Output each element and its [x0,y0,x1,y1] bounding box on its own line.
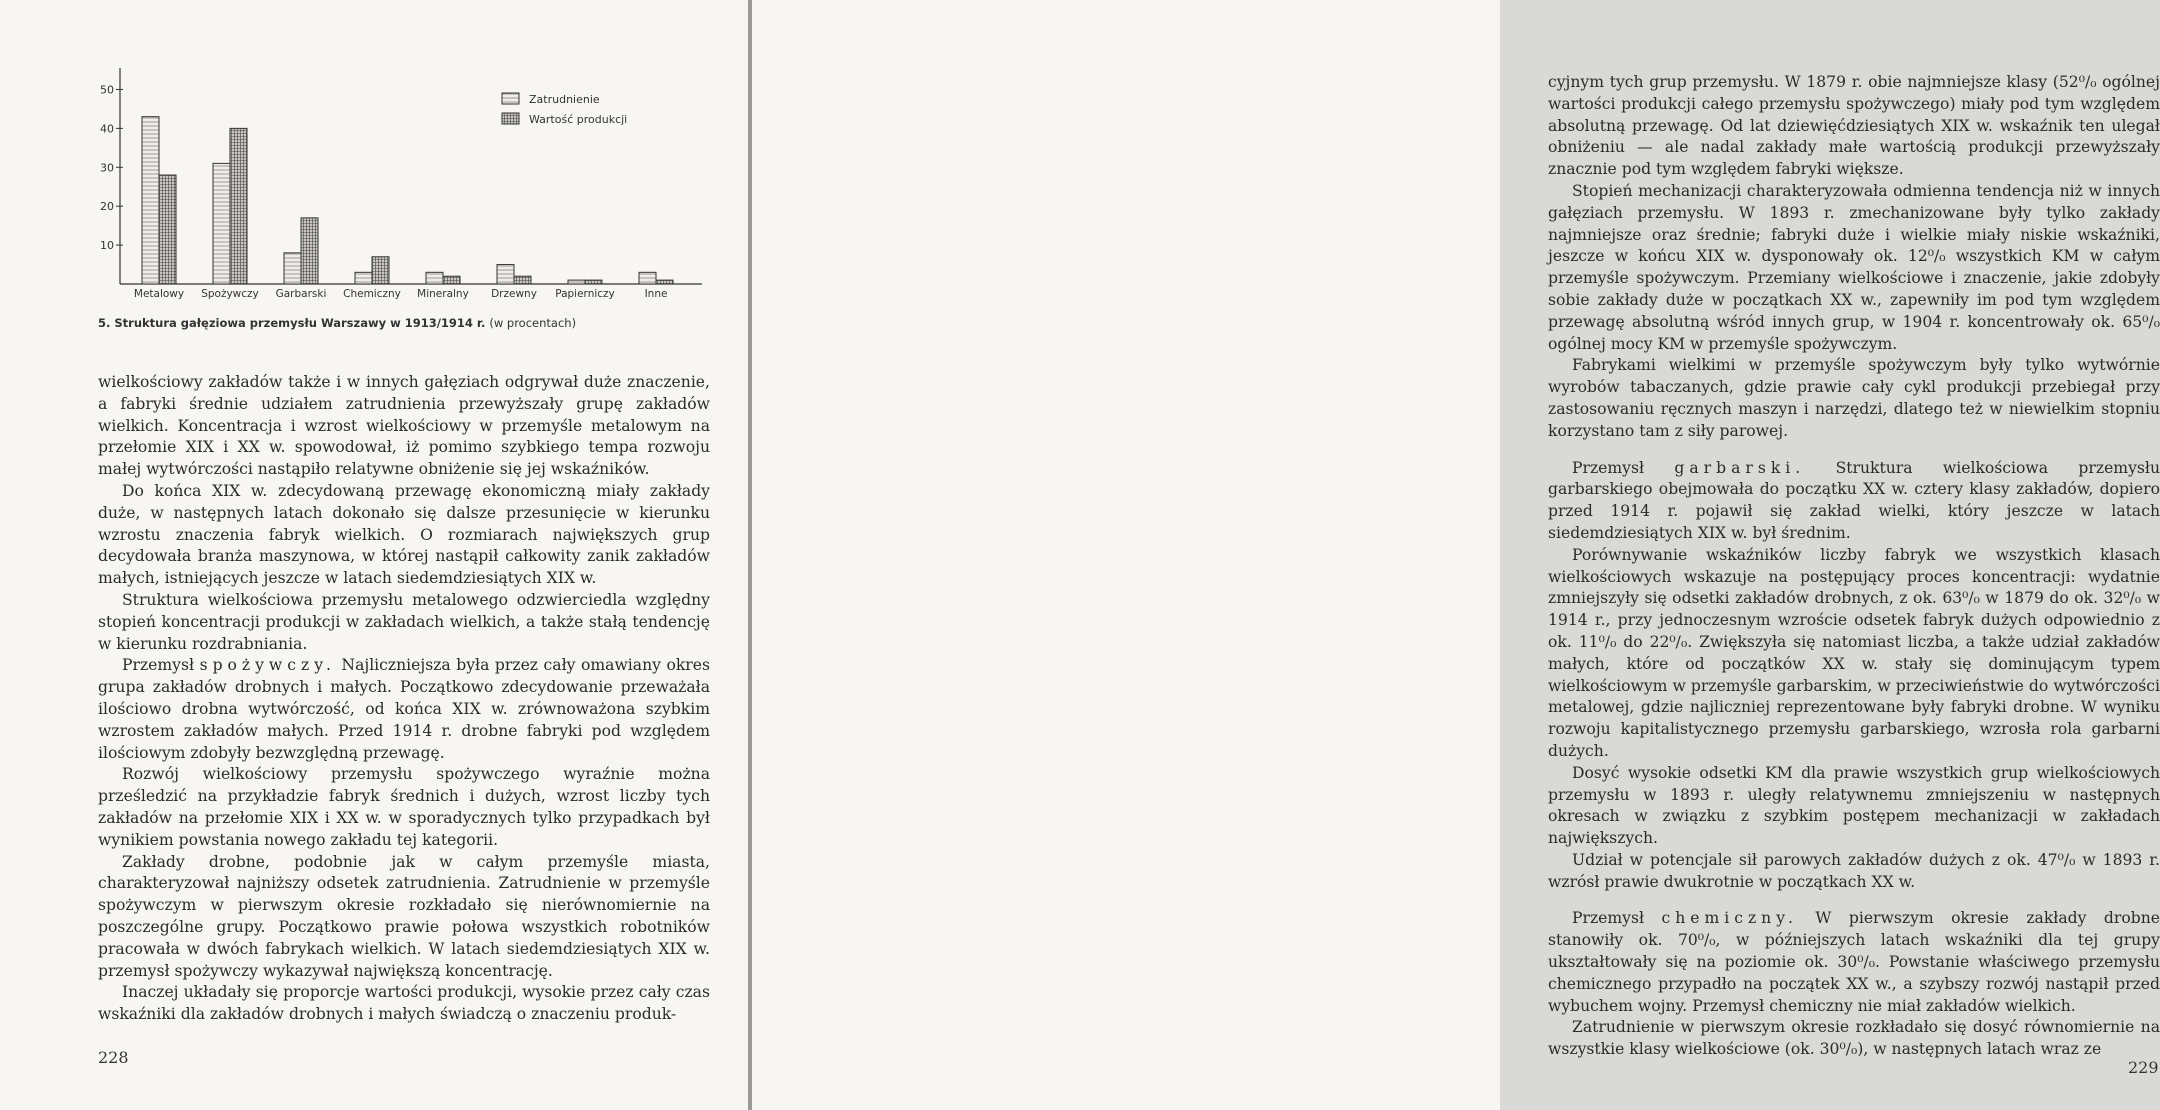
y-tick-label: 40 [100,122,114,136]
page-number: 228 [98,1048,129,1067]
x-category-label: Mineralny [417,288,469,300]
legend-swatch [502,113,519,124]
figure-caption-number: 5. [98,316,111,330]
y-tick-label: 30 [100,161,114,175]
paragraph: cyjnym tych grup przemysłu. W 1879 r. obie najmniejsze klasy (52⁰/₀ ogólnej wartości produkcji całego przemysłu spożywczego) miały pod tym względem absolutną przewagę. Od lat dziewięćdziesiątych XIX w. wskaźnik ten ulegał obniżeniu — ale nadal zakłady małe wartością produkcji przewyższały znacznie pod tym względem fabryki większe. [1548,73,2160,179]
paragraph: Rozwój wielkościowy przemysłu spożywczego wyraźnie można prześledzić na przykładzie fabryk średnich i dużych, wzrost liczby tych zakładów na przełomie XIX i XX w. w sporadycznych tylko przypadkach był wynikiem powstania nowego zakładu tej kategorii. [98,765,710,849]
left-page [0,0,750,1110]
paragraph-body: Najliczniejsza była przez cały omawiany okres grupa zakładów drobnych i małych. Początkowo zdecydowanie przeważała ilościowo drobna wytwórczość, od końca XIX w. zrównoważona szybkim wzrostem zakładów małych. Przed 1914 r. drobne fabryki pod względem ilościowym zdobyły bezwzględną przewagę. [98,656,710,762]
bar-wartosc-produkcji [301,218,318,284]
bar-wartosc-produkcji [230,128,247,284]
bar-zatrudnienie [213,163,230,284]
y-tick-label: 20 [100,200,114,214]
bar-wartosc-produkcji [443,276,460,284]
bar-zatrudnienie [355,272,372,284]
x-category-label: Metalowy [133,288,185,300]
bar-wartosc-produkcji [585,280,602,284]
section-heading-spaced: spożywczy. [199,656,336,675]
paragraph: Zatrudnienie w pierwszym okresie rozkładało się dosyć równomiernie na wszystkie klasy wielkościowe (ok. 30⁰/₀), w następnych latach wraz ze [1548,1018,2160,1059]
bar-wartosc-produkcji [514,276,531,284]
paragraph-body: W pierwszym okresie zakłady drobne stanowiły ok. 70⁰/₀, w późniejszych latach wskaźniki dla tej grupy ukształtowały się na poziomie ok. 30⁰/₀. Powstanie właściwego przemysłu chemicznego przypadło na początek XX w., a szybszy rozwój nastąpił przed wybuchem wojny. Przemysł chemiczny nie miał zakładów wielkich. [1548,909,2160,1015]
bar-zatrudnienie [142,117,159,284]
page-number: 229 [2128,1058,2159,1077]
y-tick-label: 10 [100,239,114,253]
legend-label: Zatrudnienie [529,93,600,106]
section-lead: Przemysł [122,656,195,675]
x-category-label: Drzewny [491,288,537,300]
legend-swatch [502,93,519,104]
left-body-text [98,372,710,1026]
figure-caption [98,316,576,330]
paragraph: Do końca XIX w. zdecydowaną przewagę ekonomiczną miały zakłady duże, w następnych latach dokonało się dalsze przesunięcie w kierunku wzrostu znaczenia fabryk wielkich. O rozmiarach największych grup decydowała branża maszynowa, w której nastąpił całkowity zanik zakładów małych, istniejących jeszcze w latach siedemdziesiątych XIX w. [98,481,710,588]
bar-wartosc-produkcji [372,257,389,284]
paragraph [1548,908,2160,1017]
y-tick-label: 50 [100,83,114,97]
bar-wartosc-produkcji [159,175,176,284]
x-category-label: Spożywczy [201,288,259,300]
paragraph: wielkościowy zakładów także i w innych gałęziach odgrywał duże znaczenie, a fabryki średnie udziałem zatrudnienia przewyższały grupę zakładów wielkich. Koncentracja i wzrost wielkościowy w przemyśle metalowym na przełomie XIX i XX w. spowodował, iż pomimo szybkiego tempa rozwoju małej wytwórczości nastąpiło relatywne obniżenie się jej wskaźników. [98,373,710,479]
bar-zatrudnienie [639,272,656,284]
paragraph: Udział w potencjale sił parowych zakładów dużych z ok. 47⁰/₀ w 1893 r. wzrósł prawie dwukrotnie w początkach XX w. [1548,850,2160,891]
paragraph: Struktura wielkościowa przemysłu metalowego odzwierciedla względny stopień koncentracji produkcji w zakładach wielkich, a także stałą tendencję w kierunku rozdrabniania. [98,590,710,653]
paragraph: Zakłady drobne, podobnie jak w całym przemyśle miasta, charakteryzował najniższy odsetek zatrudnienia. Zatrudnienie w przemyśle spożywczym w pierwszym okresie rozkładało się nierównomiernie na poszczególne grupy. Początkowo prawie połowa wszystkich robotników pracowała w dwóch fabrykach wielkich. W latach siedemdziesiątych XIX w. przemysł spożywczy wykazywał największą koncentrację. [98,852,710,980]
section-lead: Przemysł [1572,909,1645,928]
section-heading-spaced: chemiczny. [1661,909,1798,928]
x-category-label: Garbarski [275,288,327,300]
paragraph: Fabrykami wielkimi w przemyśle spożywczym były tylko wytwórnie wyrobów tabaczanych, gdzie prawie cały cykl produkcji przebiegał przy zastosowaniu ręcznych maszyn i narzędzi, dlatego też w niewielkim stopniu korzystano tam z siły parowej. [1548,356,2160,440]
paragraph: Inaczej układały się proporcje wartości produkcji, wysokie przez cały czas wskaźniki dla zakładów drobnych i małych świadczą o znaczeniu produk- [98,983,710,1024]
paragraph [1548,458,2160,545]
right-body-text [1548,72,2160,1061]
bar-zatrudnienie [497,265,514,284]
legend-label: Wartość produkcji [529,113,628,126]
bar-zatrudnienie [568,280,585,284]
bar-zatrudnienie [284,253,301,284]
paragraph: Porównywanie wskaźników liczby fabryk we wszystkich klasach wielkościowych wskazuje na postępujący proces koncentracji: wydatnie zmniejszyły się odsetki zakładów drobnych, z ok. 63⁰/₀ w 1879 do ok. 32⁰/₀ w 1914 r., przy jednoczesnym wzroście odsetek fabryk dużych odpowiednio z ok. 11⁰/₀ do 22⁰/₀. Zwiększyła się natomiast liczba, a także udział zakładów małych, które od początków XX w. stały się dominującym typem wielkościowym w przemyśle garbarskim, w przeciwieństwie do wytwórczości metalowej, gdzie najliczniej reprezentowane były fabryki drobne. W wyniku rozwoju kapitalistycznego przemysłu garbarskiego, wzrosła rola garbarni dużych. [1548,545,2160,760]
right-page [752,0,2160,1110]
paragraph [98,655,710,764]
paragraph-body: Struktura wielkościowa przemysłu garbarskiego obejmowała do początku XX w. cztery klasy zakładów, dopiero przed 1914 r. pojawił się zakład wielki, który jeszcze w latach siedemdziesiątych XIX w. był średnim. [1548,458,2160,542]
bar-chart [92,60,712,310]
x-category-label: Papierniczy [555,288,615,300]
section-lead: Przemysł [1572,458,1645,477]
figure-caption-note: (w procentach) [489,316,577,330]
bar-zatrudnienie [426,272,443,284]
paragraph: Dosyć wysokie odsetki KM dla prawie wszystkich grup wielkościowych przemysłu w 1893 r. uległy relatywnemu zmniejszeniu w następnych okresach w związku z szybkim postępem mechanizacji w zakładach największych. [1548,763,2160,848]
bar-chart-svg [92,60,712,310]
section-heading-spaced: garbarski. [1674,458,1806,477]
x-category-label: Inne [644,288,668,300]
paragraph: Stopień mechanizacji charakteryzowała odmienna tendencja niż w innych gałęziach przemysłu. W 1893 r. zmechanizowane były tylko zakłady najmniejsze oraz średnie; fabryki duże i wielkie miały niskie wskaźniki, jeszcze w końcu XIX w. dysponowały ok. 12⁰/₀ wszystkich KM w całym przemyśle spożywczym. Przemiany wielkościowe i znaczenie, jakie zdobyły sobie zakłady duże w początkach XX w., zapewniły im pod tym względem przewagę absolutną wśród innych grup, w 1904 r. koncentrowały ok. 65⁰/₀ ogólnej mocy KM w przemyśle spożywczym. [1548,181,2160,353]
figure-caption-title: Struktura gałęziowa przemysłu Warszawy w 1913/1914 r. [114,316,486,330]
x-category-label: Chemiczny [343,288,401,300]
bar-wartosc-produkcji [656,280,673,284]
